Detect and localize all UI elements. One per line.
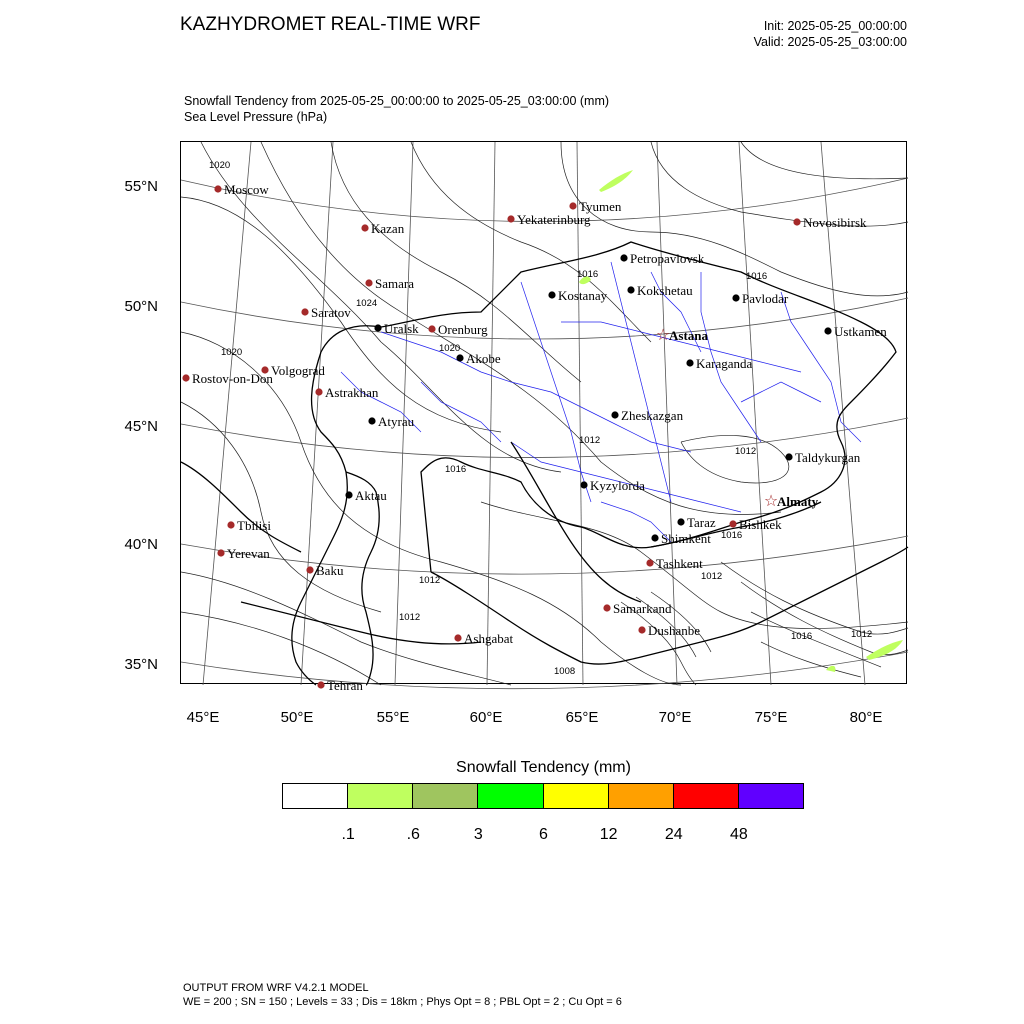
isobar-label: 1012 <box>735 446 757 457</box>
city-label: Taldykurgan <box>795 450 861 465</box>
city-label: Yerevan <box>227 546 270 561</box>
lon-tick-label: 65°E <box>565 709 599 726</box>
city-dot <box>793 218 800 225</box>
city-dot <box>824 327 831 334</box>
city-label: Tashkent <box>656 556 703 571</box>
colorbar-swatch <box>477 783 543 809</box>
lon-tick-label: 70°E <box>658 709 692 726</box>
city-marker-tbilisi <box>227 518 271 533</box>
city-label: Novosibirsk <box>803 215 867 230</box>
city-dot <box>306 566 313 573</box>
colorbar-swatch <box>738 783 804 809</box>
colorbar-title: Snowfall Tendency (mm) <box>456 759 631 776</box>
isobar <box>651 142 908 226</box>
model-version: OUTPUT FROM WRF V4.2.1 MODEL <box>183 982 369 994</box>
isobar-label: 1020 <box>209 160 231 171</box>
city-label: Akobe <box>466 351 501 366</box>
slp-field-label: Sea Level Pressure (hPa) <box>184 109 328 124</box>
caspian-shore <box>292 352 347 685</box>
city-dot <box>214 185 221 192</box>
city-marker-atyrau <box>368 414 414 429</box>
city-label: Samara <box>375 276 414 291</box>
city-marker-taldykurgan <box>785 450 860 465</box>
colorbar-tick-label: .6 <box>406 826 420 843</box>
snow-patch <box>599 170 633 192</box>
city-marker-uralsk <box>374 321 419 336</box>
city-dot <box>368 417 375 424</box>
admin-line <box>521 282 591 502</box>
city-label: Ashgabat <box>464 631 514 646</box>
isobar-label: 1020 <box>221 347 243 358</box>
city-marker-rostov-on-don <box>182 371 273 386</box>
city-marker-yerevan <box>217 546 270 561</box>
city-marker-astrakhan <box>315 385 379 400</box>
isobar <box>741 142 908 179</box>
colorbar-swatch <box>347 783 413 809</box>
city-label: Volgograd <box>271 363 325 378</box>
lon-tick-label: 45°E <box>186 709 220 726</box>
init-time: Init: 2025-05-25_00:00:00 <box>763 19 907 33</box>
city-label: Zheskazgan <box>621 408 684 423</box>
city-marker-ustkamen <box>824 324 887 339</box>
lat-tick-label: 40°N <box>124 536 158 553</box>
colorbar-swatch <box>282 783 348 809</box>
city-dot <box>569 202 576 209</box>
city-marker-baku <box>306 563 344 578</box>
city-label: Karaganda <box>696 356 753 371</box>
isobar-label: 1012 <box>851 629 873 640</box>
city-marker-karaganda <box>686 356 752 371</box>
city-label: Tyumen <box>579 199 622 214</box>
admin-line <box>381 332 691 452</box>
isobar-label: 1016 <box>791 631 813 642</box>
isobar-label: 1016 <box>721 530 743 541</box>
colorbar-swatch <box>673 783 739 809</box>
city-dot <box>345 491 352 498</box>
city-label: Tbilisi <box>237 518 271 533</box>
city-label: Taraz <box>687 515 716 530</box>
iran-border <box>241 602 481 644</box>
city-marker-kyzylorda <box>580 478 645 493</box>
colorbar-swatch <box>412 783 478 809</box>
city-dot <box>651 534 658 541</box>
field-description <box>184 94 609 125</box>
uzbek-border <box>511 442 641 602</box>
isobar-label: 1008 <box>554 666 576 677</box>
kazakhstan-border <box>321 242 896 572</box>
city-label: Astrakhan <box>325 385 379 400</box>
city-marker-ashgabat <box>454 631 513 646</box>
city-dot <box>638 626 645 633</box>
city-dot <box>732 294 739 301</box>
city-marker-yekaterinburg <box>507 212 591 227</box>
lat-tick-label: 35°N <box>124 656 158 673</box>
city-marker-orenburg <box>428 322 488 337</box>
lat-tick-label: 50°N <box>124 298 158 315</box>
lat-tick-label: 45°N <box>124 418 158 435</box>
isobar <box>181 612 381 685</box>
isobar <box>721 562 908 634</box>
city-dot <box>507 215 514 222</box>
city-marker-kokshetau <box>627 283 693 298</box>
lon-tick-label: 55°E <box>376 709 410 726</box>
city-label: Rostov-on-Don <box>192 371 273 386</box>
isobar-label: 1016 <box>445 464 467 475</box>
city-label: Ustkamen <box>834 324 887 339</box>
city-dot <box>620 254 627 261</box>
city-marker-novosibirsk <box>793 215 867 230</box>
isobar-label: 1012 <box>579 435 601 446</box>
city-label: Moscow <box>224 182 269 197</box>
lon-tick-label: 75°E <box>754 709 788 726</box>
city-marker-tashkent <box>646 556 703 571</box>
city-label: Kyzylorda <box>590 478 645 493</box>
city-dot <box>785 453 792 460</box>
city-dot <box>315 388 322 395</box>
city-label: Tehran <box>327 678 363 693</box>
isobar <box>181 402 381 612</box>
isobar <box>741 582 908 655</box>
colorbar-tick-label: .1 <box>341 826 355 843</box>
city-marker-saratov <box>301 305 351 320</box>
city-dot <box>454 634 461 641</box>
city-dot <box>686 359 693 366</box>
model-config: WE = 200 ; SN = 150 ; Levels = 33 ; Dis = 18km ; Phys Opt = 8 ; PBL Opt = 2 ; Cu Opt = 6 <box>183 996 622 1008</box>
city-label: Aktau <box>355 488 387 503</box>
snow-patch <box>826 666 835 672</box>
lon-tick-label: 50°E <box>280 709 314 726</box>
meridian-50 <box>301 142 333 685</box>
map-canvas <box>181 142 908 693</box>
isobar-label: 1016 <box>746 271 768 282</box>
capital-star-icon: ☆ <box>655 325 671 344</box>
run-info <box>754 18 907 50</box>
city-marker-dushanbe <box>638 623 700 638</box>
meridian-60 <box>487 142 495 685</box>
colorbar-swatch <box>543 783 609 809</box>
city-dot <box>317 681 324 688</box>
city-marker-kazan <box>361 221 404 236</box>
weather-map <box>180 141 907 693</box>
parallel-40 <box>181 536 908 574</box>
city-marker-petropavlovsk <box>620 251 704 266</box>
caspian-east-shore <box>346 472 379 685</box>
isobar <box>681 435 789 483</box>
city-dot <box>729 520 736 527</box>
isobar-label: 1024 <box>356 298 378 309</box>
city-label: Saratov <box>311 305 351 320</box>
admin-line <box>511 442 741 512</box>
isobar <box>761 642 861 677</box>
isobar-label: 1012 <box>701 571 723 582</box>
city-dot <box>301 308 308 315</box>
valid-time: Valid: 2025-05-25_03:00:00 <box>753 35 907 49</box>
snow-patch <box>866 640 903 660</box>
lat-tick-label: 55°N <box>124 178 158 195</box>
city-dot <box>374 324 381 331</box>
meridian-75 <box>739 142 771 685</box>
city-dot <box>365 279 372 286</box>
city-label: Shimkent <box>661 531 711 546</box>
city-marker-zheskazgan <box>611 408 683 423</box>
parallel-50 <box>181 298 908 339</box>
colorbar-tick-label: 6 <box>539 826 548 843</box>
city-dot <box>217 549 224 556</box>
city-marker-samarkand <box>603 601 672 616</box>
city-label: Bishkek <box>739 517 782 532</box>
city-label: Baku <box>316 563 344 578</box>
city-dot <box>548 291 555 298</box>
city-marker-astana <box>656 325 709 344</box>
city-dot <box>627 286 634 293</box>
isobar-labels <box>209 160 872 677</box>
city-dot <box>428 325 435 332</box>
city-label: Atyrau <box>378 414 415 429</box>
colorbar-swatch <box>608 783 674 809</box>
lon-tick-label: 60°E <box>469 709 503 726</box>
parallel-35 <box>181 652 908 689</box>
colorbar <box>283 783 804 809</box>
city-dot <box>580 481 587 488</box>
isobar-label: 1012 <box>419 575 441 586</box>
city-marker-akobe <box>456 351 500 366</box>
city-dot <box>677 518 684 525</box>
city-label: Orenburg <box>438 322 488 337</box>
city-dot <box>456 354 463 361</box>
city-label: Almaty <box>777 494 819 509</box>
colorbar-tick-label: 3 <box>473 826 483 843</box>
city-dot <box>361 224 368 231</box>
city-label: Astana <box>669 328 709 343</box>
city-label: Kostanay <box>558 288 608 303</box>
city-marker-samara <box>365 276 414 291</box>
city-dot <box>611 411 618 418</box>
snowfall-field-label: Snowfall Tendency from 2025-05-25_00:00:00 to 2025-05-25_03:00:00 (mm) <box>184 94 610 108</box>
city-dot <box>227 521 234 528</box>
city-label: Dushanbe <box>648 623 700 638</box>
city-marker-pavlodar <box>732 291 788 306</box>
city-marker-kostanay <box>548 288 607 303</box>
capital-star-icon: ☆ <box>763 491 779 510</box>
city-marker-aktau <box>345 488 387 503</box>
city-label: Kazan <box>371 221 405 236</box>
city-label: Samarkand <box>613 601 672 616</box>
lon-tick-label: 80°E <box>849 709 883 726</box>
city-marker-shimkent <box>651 531 711 546</box>
city-marker-almaty <box>764 491 819 510</box>
city-dot <box>182 374 189 381</box>
isobar-label: 1020 <box>439 343 461 354</box>
admin-line <box>611 262 671 502</box>
city-dot <box>646 559 653 566</box>
cities <box>182 182 887 693</box>
city-label: Pavlodar <box>742 291 789 306</box>
isobar-label: 1012 <box>399 612 421 623</box>
colorbar-tick-label: 24 <box>664 826 683 843</box>
colorbar-tick-label: 48 <box>729 826 748 843</box>
meridian-45 <box>203 142 251 685</box>
model-footer <box>183 981 622 1009</box>
isobar-label: 1016 <box>577 269 599 280</box>
caucasus-border <box>181 462 301 552</box>
city-dot <box>603 604 610 611</box>
colorbar-tick-label: 12 <box>599 826 618 843</box>
page-title: KAZHYDROMET REAL-TIME WRF <box>180 14 481 35</box>
city-label: Petropavlovsk <box>630 251 705 266</box>
city-label: Yekaterinburg <box>517 212 591 227</box>
city-label: Uralsk <box>384 321 419 336</box>
city-marker-taraz <box>677 515 716 530</box>
city-label: Kokshetau <box>637 283 693 298</box>
